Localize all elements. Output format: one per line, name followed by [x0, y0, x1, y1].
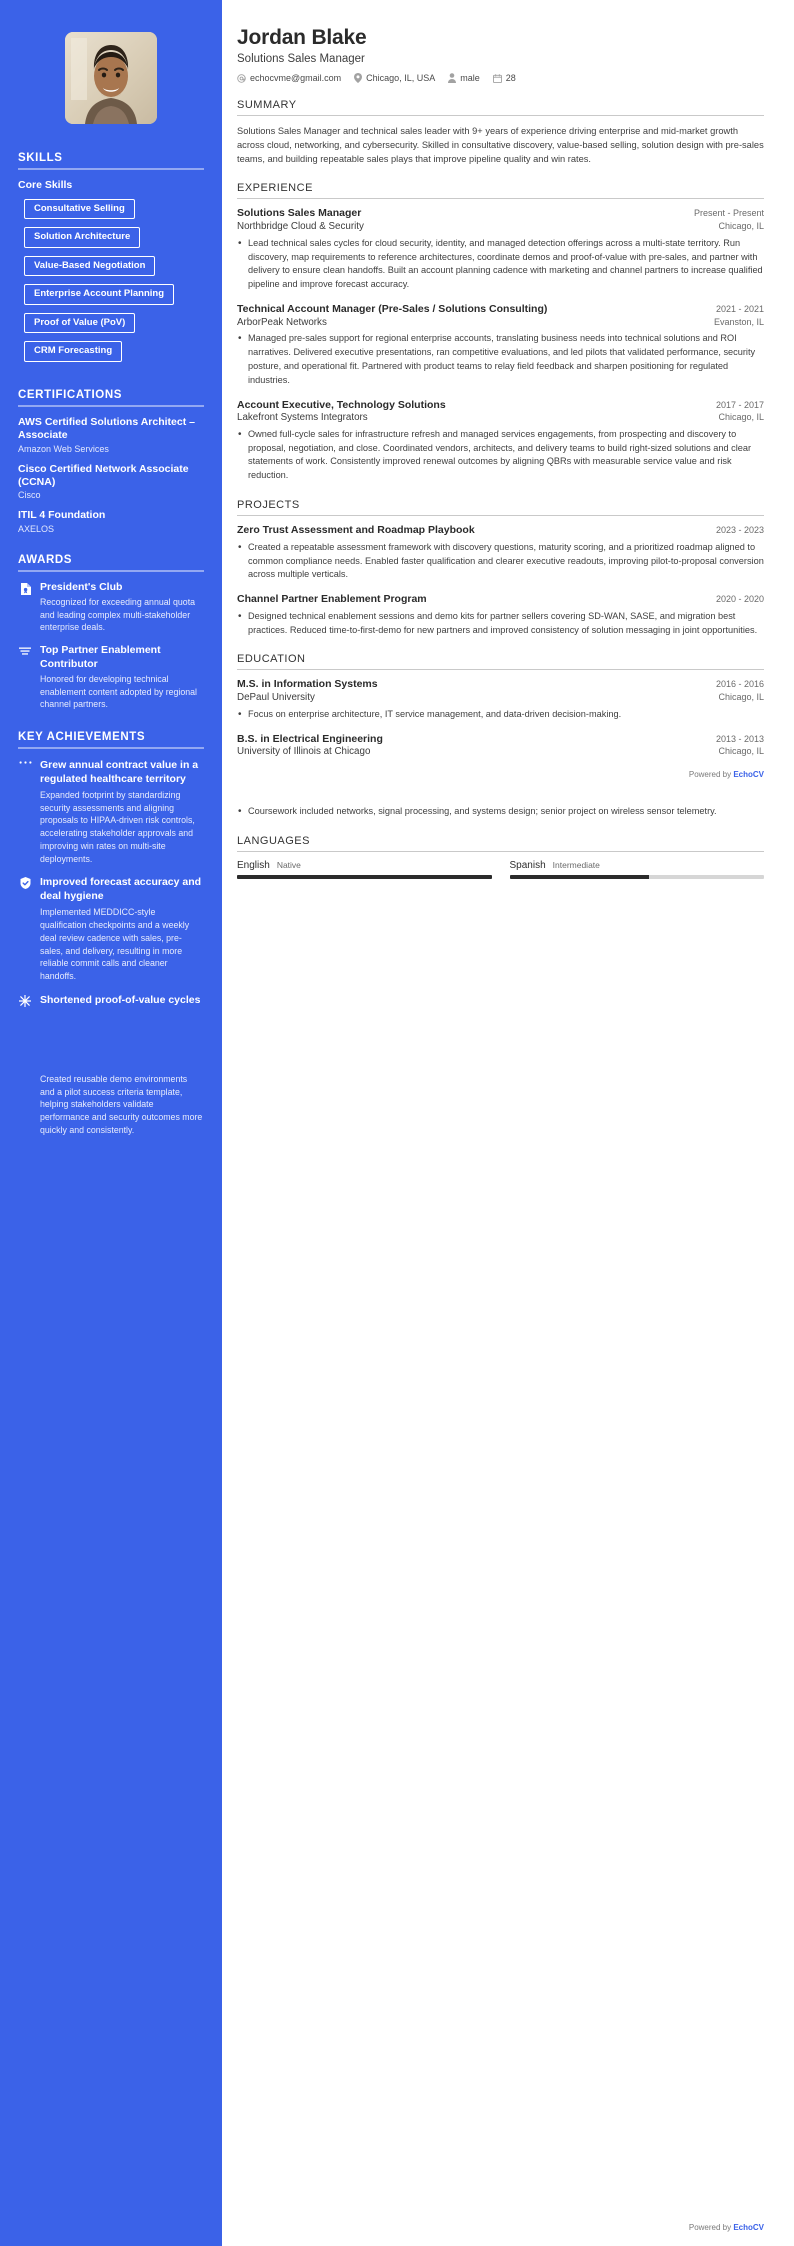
skill-chip: Solution Architecture [24, 227, 140, 247]
projects-heading: PROJECTS [237, 499, 300, 512]
experience-dates: Present - Present [693, 208, 764, 219]
experience-location: Chicago, IL [718, 412, 764, 423]
experience-company: ArborPeak Networks [237, 316, 327, 328]
project-title: Channel Partner Enablement Program [237, 593, 427, 606]
experience-dates: 2021 - 2021 [715, 303, 764, 314]
achievement-continuation: Created reusable demo environments and a pilot success criteria template, helping stakeholders validate performance and security outcomes more quickly and consistently. [40, 1073, 203, 1135]
certification-name: AWS Certified Solutions Architect – Associate [18, 415, 195, 442]
education-location: Chicago, IL [718, 691, 764, 702]
experience-item [237, 399, 764, 484]
project-item [237, 524, 764, 582]
skill-chip: Enterprise Account Planning [24, 284, 174, 304]
powered-prefix: Powered by [688, 2223, 734, 2232]
certification-name: Cisco Certified Network Associate (CCNA) [18, 462, 189, 488]
skills-section [18, 152, 204, 369]
experience-location: Evanston, IL [713, 316, 764, 327]
award-item [18, 644, 204, 711]
certification-org: Cisco [18, 490, 41, 501]
person-icon [448, 73, 456, 83]
achievement-title: Shortened proof-of-value cycles [40, 993, 201, 1006]
job-title: Solutions Sales Manager [237, 53, 365, 65]
bullet: • Owned full-cycle sales for infrastructure refresh and managed services engagements, from prospecting and discovery to proposal, negotiation, and close. Coordinated vendors, architects, and delivery teams to build right-sized solutions and clear statements of work. Consistently improved renewal outcomes by aligning QBRs with measurable service value and risk reduction. [237, 428, 764, 483]
awards-section [18, 554, 204, 711]
project-title: Zero Trust Assessment and Roadmap Playbook [237, 524, 475, 537]
award-item [18, 581, 204, 634]
certification-name: ITIL 4 Foundation [18, 509, 106, 522]
calendar-icon [493, 74, 502, 83]
project-bullets [237, 610, 764, 638]
experience-bullets [237, 332, 764, 387]
experience-dates: 2017 - 2017 [715, 399, 764, 410]
certifications-divider [18, 405, 204, 407]
avatar-container [18, 32, 204, 124]
achievement-description: Expanded footprint by standardizing security assessments and aligning proposals to HIPAA-driven risk controls, accelerating stakeholder approvals and improving win rates on multi-site deployments. [40, 789, 195, 864]
experience-bullets [237, 428, 764, 483]
certification-item [18, 416, 204, 454]
list-lines-icon [18, 644, 32, 656]
education-divider [237, 669, 764, 670]
brand-name: EchoCV [733, 769, 764, 779]
experience-divider [237, 198, 764, 199]
bullet: • Lead technical sales cycles for cloud security, identity, and managed detection offerings across a multi-state territory. Run discovery, map requirements to reference architectures, coordinate demos and proof-of-value with pre-sales, and partner with delivery to ensure clean handoffs. Built an account planning cadence with marketing and channel partners to increase qualified pipeline and improve forecast accuracy. [237, 237, 764, 292]
contact-gender [448, 73, 480, 83]
languages-section [237, 835, 764, 879]
header [237, 26, 764, 83]
education-bullets [237, 708, 764, 722]
language-list [237, 860, 764, 879]
education-heading: EDUCATION [237, 653, 306, 666]
skills-heading: SKILLS [18, 152, 63, 164]
portrait-photo-icon [65, 32, 157, 124]
skills-divider [18, 168, 204, 170]
education-item [237, 678, 764, 721]
skill-chip: CRM Forecasting [24, 341, 122, 361]
achievement-description: Implemented MEDDICC-style qualification checkpoints and a weekly deal review cadence with sales, pre-sales, and delivery, resulting in more reliable commit calls and cleaner handoffs. [40, 907, 190, 982]
certification-org: Amazon Web Services [18, 443, 109, 454]
language-progress-fill [510, 875, 650, 879]
skill-chip-list [18, 198, 204, 369]
certifications-heading: CERTIFICATIONS [18, 388, 123, 401]
achievement-item [18, 875, 204, 983]
languages-divider [237, 851, 764, 852]
awards-divider [18, 570, 204, 572]
language-level: Intermediate [552, 859, 600, 870]
bullet: • Created a repeatable assessment framework with discovery questions, maturity scoring, and a prioritized roadmap aligned to common compliance needs. Enabled faster qualification and clearer executive readouts, improving pilot-to-proposal conversion across multiple verticals. [237, 541, 764, 582]
experience-heading: EXPERIENCE [237, 182, 313, 195]
education-section [237, 653, 764, 818]
certifications-section [18, 389, 204, 534]
achievement-title: Grew annual contract value in a regulated healthcare territory [40, 758, 199, 785]
brand-name: EchoCV [733, 2223, 764, 2232]
education-school: University of Illinois at Chicago [237, 746, 371, 758]
experience-title: Account Executive, Technology Solutions [237, 398, 446, 411]
project-item [237, 593, 764, 637]
location-pin-icon [354, 73, 362, 83]
experience-section [237, 182, 764, 483]
sidebar [0, 0, 222, 2246]
page-title: Jordan Blake [237, 26, 367, 49]
projects-section [237, 499, 764, 637]
main-content [222, 0, 794, 2246]
education-continuation-bullets [237, 805, 764, 819]
core-skills-subheading: Core Skills [18, 179, 73, 191]
achievement-item [18, 993, 204, 1007]
skill-chip: Proof of Value (PoV) [24, 313, 135, 333]
project-dates: 2020 - 2020 [715, 594, 764, 605]
awards-heading: AWARDS [18, 553, 73, 566]
projects-divider [237, 515, 764, 516]
sidebar-spacer [18, 1017, 204, 1069]
avatar [65, 32, 157, 124]
contact-gender-value: male [460, 73, 480, 83]
key-achievements-heading: KEY ACHIEVEMENTS [18, 730, 146, 743]
contact-row [237, 73, 764, 83]
achievement-item [18, 758, 204, 866]
experience-title: Technical Account Manager (Pre-Sales / Solutions Consulting) [237, 302, 548, 315]
dots-icon [18, 758, 32, 765]
experience-location: Chicago, IL [718, 221, 764, 232]
education-dates: 2013 - 2013 [715, 733, 764, 744]
contact-age-value: 28 [505, 73, 516, 83]
contact-age [493, 73, 516, 83]
powered-by-label-bottom [689, 2223, 764, 2232]
experience-company: Northbridge Cloud & Security [237, 221, 364, 233]
key-achievements-divider [18, 747, 204, 749]
certification-org: AXELOS [18, 523, 55, 534]
education-title: M.S. in Information Systems [237, 678, 378, 691]
experience-bullets [237, 237, 764, 292]
language-item [237, 860, 492, 879]
language-progress-bar [510, 875, 765, 879]
certificate-icon [18, 581, 32, 595]
experience-item [237, 207, 764, 292]
language-progress-bar [237, 875, 492, 879]
project-bullets [237, 541, 764, 582]
language-item [510, 860, 765, 879]
skill-chip: Consultative Selling [24, 199, 135, 219]
award-description: Recognized for exceeding annual quota and leading complex multi-stakeholder enterprise deals. [40, 597, 196, 633]
education-title: B.S. in Electrical Engineering [237, 732, 383, 745]
key-achievements-section [18, 731, 204, 1137]
education-dates: 2016 - 2016 [715, 679, 764, 690]
sparkle-icon [18, 993, 32, 1007]
experience-company: Lakefront Systems Integrators [237, 412, 368, 424]
project-dates: 2023 - 2023 [715, 525, 764, 536]
bullet: • Focus on enterprise architecture, IT service management, and data-driven decision-making. [237, 708, 764, 722]
summary-divider [237, 115, 764, 116]
education-school: DePaul University [237, 691, 315, 703]
experience-item [237, 303, 764, 388]
bullet: • Designed technical enablement sessions and demo kits for partner sellers covering SD-WAN, SASE, and migration best practices. Reduced time-to-first-demo for new partners and improved consistency of solution messaging in joint opportunities. [237, 610, 764, 638]
award-title: President's Club [40, 580, 123, 593]
award-title: Top Partner Enablement Contributor [40, 643, 161, 670]
contact-email[interactable] [237, 73, 341, 83]
certification-item [18, 509, 204, 533]
contact-email-value: echocvme@gmail.com [250, 73, 342, 83]
contact-location [354, 73, 435, 83]
summary-text: Solutions Sales Manager and technical sales leader with 9+ years of experience driving enterprise and mid-market growth across cloud, networking, and cybersecurity. Skilled in consultative discovery, value-based selling, solution design with pre-sales teams, and building repeatable sales plays that improve pipeline quality and win rates. [237, 126, 764, 165]
language-name: Spanish [509, 859, 546, 871]
language-level: Native [276, 859, 301, 870]
award-description: Honored for developing technical enablement content adopted by regional channel partners. [40, 674, 197, 710]
skill-chip: Value-Based Negotiation [24, 256, 155, 276]
certification-item [18, 463, 204, 501]
bullet: • Coursework included networks, signal processing, and systems design; senior project on wireless sensor telemetry. [237, 805, 764, 819]
language-progress-fill [237, 875, 492, 879]
bullet: • Managed pre-sales support for regional enterprise accounts, translating business needs into technical solutions and ROI narratives. Delivered executive presentations, ran competitive evaluations, and led pilots that validated performance, security posture, and operational fit. Partnered with product teams to relay field feedback and sharpen positioning for regulated industries. [237, 332, 764, 387]
languages-heading: LANGUAGES [237, 834, 310, 847]
summary-section [237, 99, 764, 166]
powered-by-label-top [237, 770, 764, 779]
powered-prefix: Powered by [688, 769, 734, 779]
education-item [237, 733, 764, 759]
experience-title: Solutions Sales Manager [237, 207, 362, 220]
contact-location-value: Chicago, IL, USA [366, 73, 436, 83]
language-name: English [237, 859, 270, 871]
shield-check-icon [18, 875, 32, 889]
summary-heading: SUMMARY [237, 99, 297, 111]
email-icon [237, 74, 246, 83]
education-location: Chicago, IL [718, 746, 764, 757]
achievement-title: Improved forecast accuracy and deal hygiene [40, 876, 202, 903]
